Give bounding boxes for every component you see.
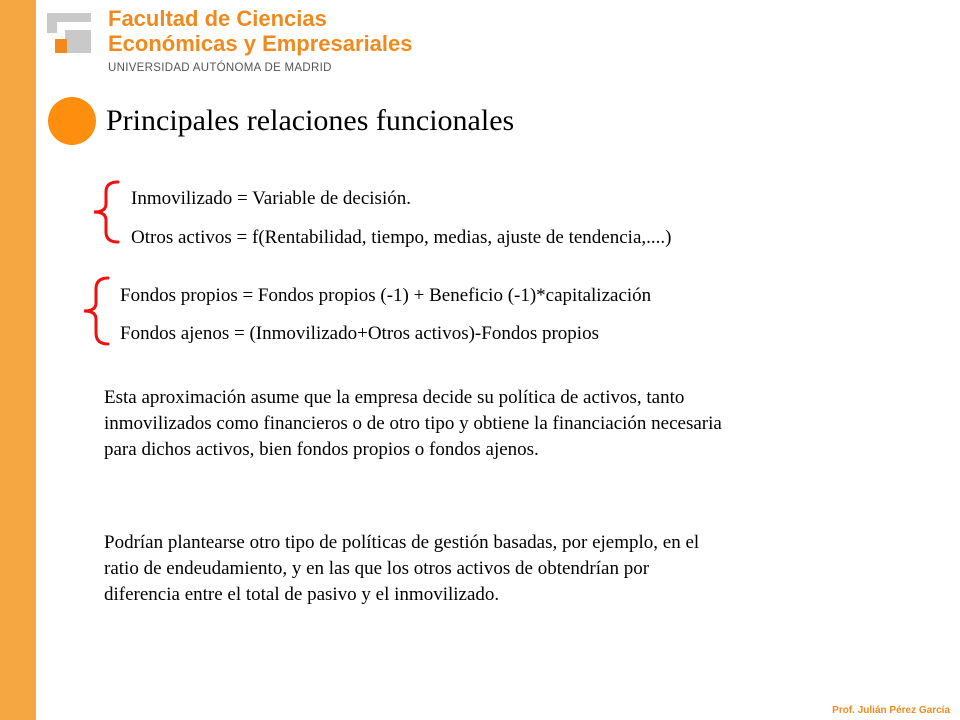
left-brace-icon (88, 180, 122, 244)
paragraph-line: Podrían plantearse otro tipo de políticas de gestión basadas, por ejemplo, en el (104, 532, 700, 553)
left-accent-bar (0, 0, 36, 720)
equation-fondos-ajenos: Fondos ajenos = (Inmovilizado+Otros activos)-Fondos propios (120, 323, 599, 344)
paragraph-line: para dichos activos, bien fondos propios o fondos ajenos. (104, 439, 539, 460)
slide-title: Principales relaciones funcionales (106, 104, 515, 137)
title-bullet-icon (48, 97, 96, 145)
equation-fondos-propios: Fondos propios = Fondos propios (-1) + Beneficio (-1)*capitalización (120, 285, 652, 306)
paragraph-politicas (104, 530, 924, 608)
faculty-name-line1: Facultad de Ciencias (108, 6, 327, 31)
equation-inmovilizado: Inmovilizado = Variable de decisión. (131, 188, 411, 209)
faculty-name-line2: Económicas y Empresariales (108, 31, 413, 56)
paragraph-line: Esta aproximación asume que la empresa decide su política de activos, tanto (104, 387, 685, 408)
equation-otros-activos: Otros activos = f(Rentabilidad, tiempo, medias, ajuste de tendencia,....) (131, 227, 672, 248)
university-logo-icon (47, 13, 91, 53)
university-name: UNIVERSIDAD AUTÓNOMA DE MADRID (108, 62, 332, 74)
paragraph-aproximacion (104, 385, 924, 463)
paragraph-line: ratio de endeudamiento, y en las que los otros activos de obtendrían por (104, 558, 650, 579)
paragraph-line: inmovilizados como financieros o de otro tipo y obtiene la financiación necesaria (104, 413, 722, 434)
author-footer: Prof. Julián Pérez García (832, 705, 950, 716)
paragraph-line: diferencia entre el total de pasivo y el inmovilizado. (104, 584, 500, 605)
left-brace-icon (78, 276, 112, 346)
